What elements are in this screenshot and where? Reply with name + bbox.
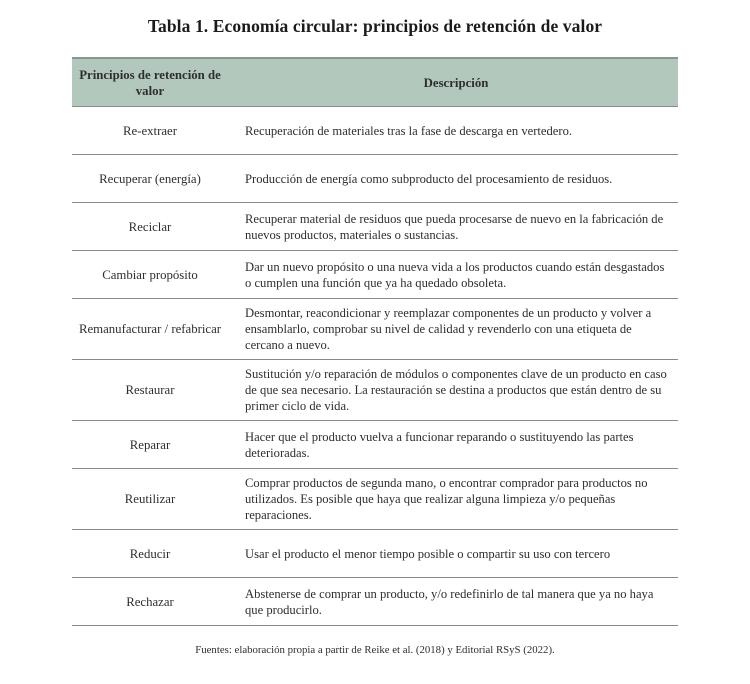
table-title: Tabla 1. Economía circular: principios de retención de valor	[147, 16, 603, 36]
table-body	[72, 107, 678, 626]
description-cell: Dar un nuevo propósito o una nueva vida a los productos cuando están desgastados o cumplen una función que ya ha quedado obsoleta.	[245, 259, 665, 290]
table-row	[72, 469, 678, 530]
description-cell: Abstenerse de comprar un producto, y/o redefinirlo de tal manera que ya no haya que producirlo.	[245, 586, 654, 617]
table-row	[72, 107, 678, 155]
principle-cell: Remanufacturar / refabricar	[78, 322, 222, 336]
description-cell: Hacer que el producto vuelva a funcionar reparando o sustituyendo las partes deterioradas.	[245, 429, 634, 460]
table-row	[72, 578, 678, 626]
principle-cell: Rechazar	[126, 594, 174, 609]
description-cell: Recuperación de materiales tras la fase de descarga en vertedero.	[245, 123, 573, 138]
table-row	[72, 155, 678, 203]
table-row	[72, 530, 678, 578]
column-header-principios-label: Principios de retención de valor	[79, 67, 221, 98]
table-header-row	[72, 57, 678, 107]
description-cell: Usar el producto el menor tiempo posible o compartir su uso con tercero	[245, 546, 611, 561]
description-cell: Comprar productos de segunda mano, o encontrar comprador para productos no utilizados. Es posible que haya que realizar alguna limpieza y/o pequeñas reparaciones.	[245, 476, 648, 522]
description-cell: Producción de energía como subproducto del procesamiento de residuos.	[245, 171, 613, 186]
column-header-descripcion-label: Descripción	[423, 75, 489, 90]
source-note: Fuentes: elaboración propia a partir de Reike et al. (2018) y Editorial RSyS (2022).	[195, 644, 555, 656]
column-header-descripcion	[228, 75, 678, 91]
value-retention-table	[72, 57, 678, 626]
column-header-principios	[72, 67, 228, 99]
principle-cell: Reciclar	[128, 219, 172, 234]
principle-cell: Reducir	[129, 546, 171, 561]
principle-cell: Restaurar	[125, 383, 175, 397]
principle-cell: Reutilizar	[124, 492, 176, 506]
description-cell: Sustitución y/o reparación de módulos o componentes clave de un producto en caso de que sea necesario. La restauración se destina a productos que están dentro de su primer ciclo de vida.	[245, 367, 667, 413]
principle-cell: Recuperar (energía)	[99, 171, 201, 186]
principle-cell: Cambiar propósito	[102, 267, 198, 282]
description-cell: Desmontar, reacondicionar y reemplazar componentes de un producto y volver a ensamblarlo, comprobar su nivel de calidad y revenderlo con una etiqueta de cercano a nuevo.	[245, 306, 652, 352]
table-row	[72, 360, 678, 421]
table-row	[72, 421, 678, 469]
principle-cell: Reparar	[129, 437, 171, 452]
principle-cell: Re-extraer	[123, 123, 177, 138]
description-cell: Recuperar material de residuos que pueda procesarse de nuevo en la fabricación de nuevos productos, materiales o sustancias.	[245, 211, 664, 242]
table-row	[72, 251, 678, 299]
table-row	[72, 203, 678, 251]
table-row	[72, 299, 678, 360]
